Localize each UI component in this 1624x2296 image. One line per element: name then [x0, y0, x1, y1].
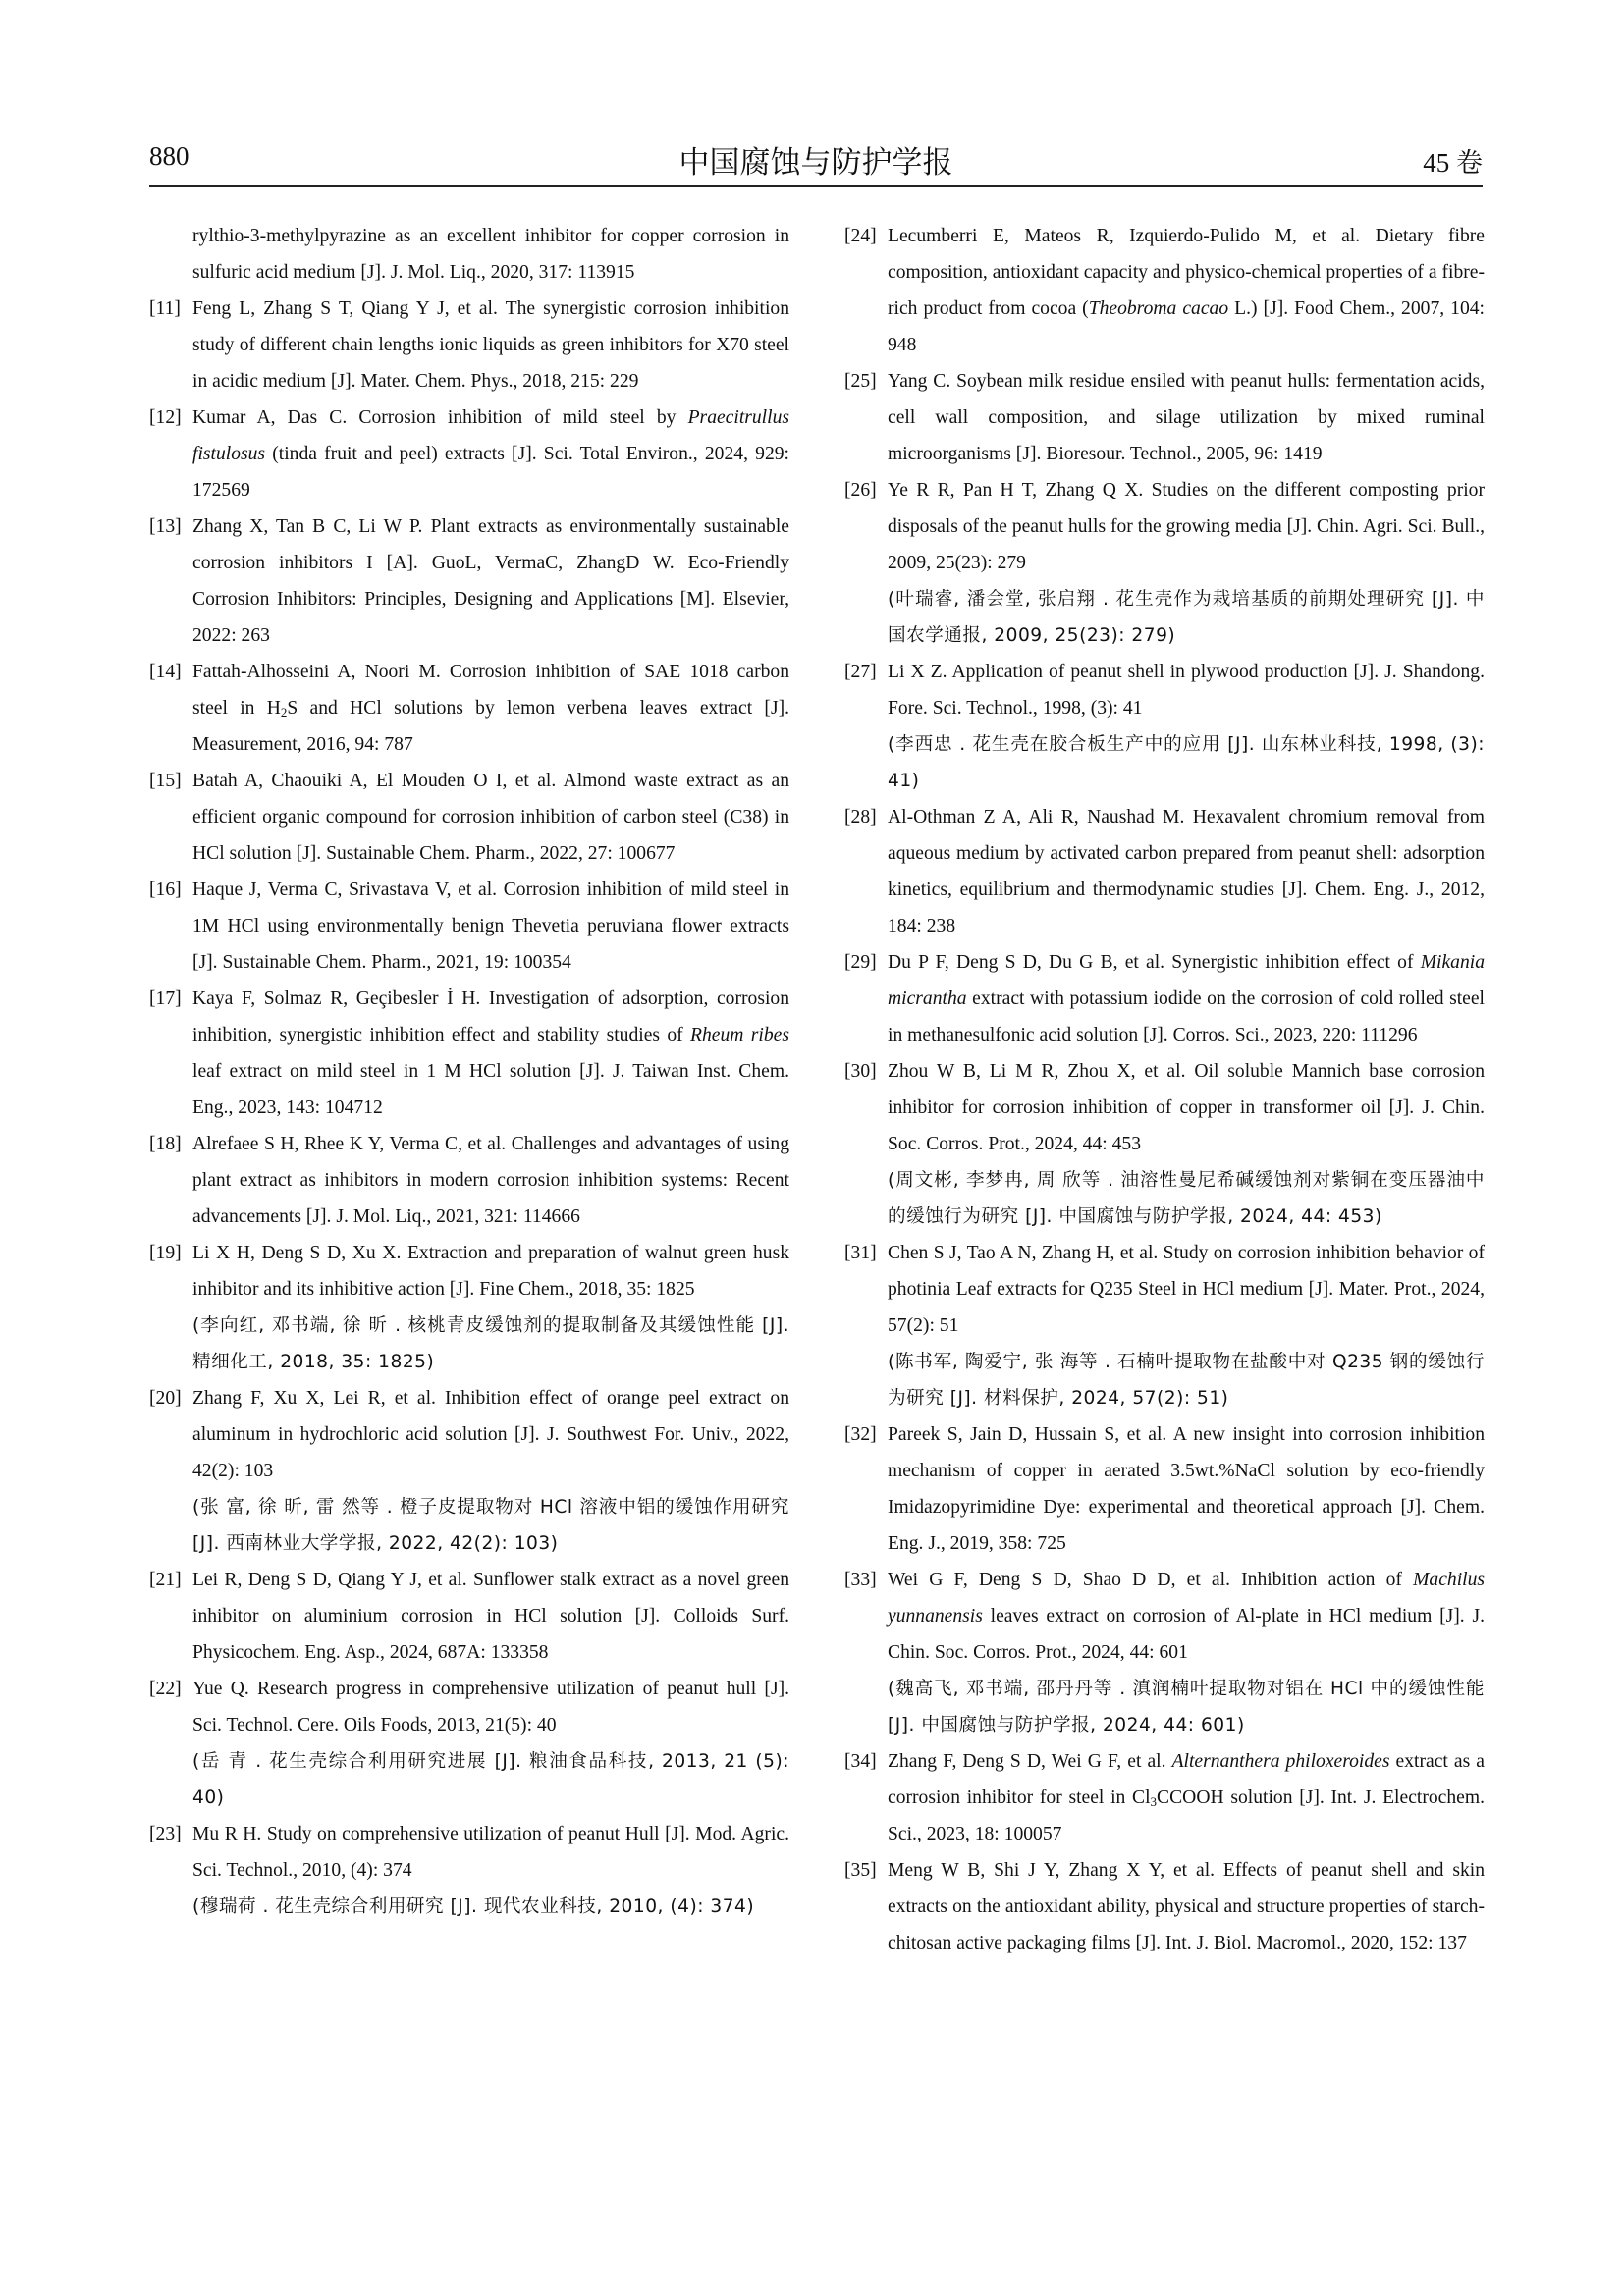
reference-item: [149, 1562, 789, 1671]
reference-number: [23]: [149, 1824, 182, 1844]
species-name: Theobroma cacao: [1088, 298, 1229, 319]
reference-number: [30]: [844, 1061, 877, 1082]
species-name: Machilus yunnanensis: [888, 1570, 1485, 1627]
species-name: Praecitrullus fistulosus: [192, 407, 789, 464]
reference-body: Alrefaee S H, Rhee K Y, Verma C, et al. Challenges and advantages of using plant extract as inhibitors in modern corrosion inhibition systems: Recent advancements [J]. J. Mol. Liq., 2021, 321: 114666: [192, 1134, 789, 1227]
reference-number: [34]: [844, 1751, 877, 1772]
references-column-right: [844, 218, 1485, 1961]
reference-number: [28]: [844, 807, 877, 828]
reference-body: Mu R H. Study on comprehensive utilization of peanut Hull [J]. Mod. Agric. Sci. Technol., 2010, (4): 374: [192, 1824, 789, 1881]
reference-item: [149, 1671, 789, 1816]
reference-number: [14]: [149, 662, 182, 682]
reference-number: [19]: [149, 1243, 182, 1263]
page-number: 880: [149, 141, 189, 171]
page-header: [149, 135, 1483, 185]
reference-item: [844, 1562, 1485, 1743]
reference-item: [149, 291, 789, 400]
reference-body: Feng L, Zhang S T, Qiang Y J, et al. The synergistic corrosion inhibition study of different chain lengths ionic liquids as green inhibitors for X70 steel in acidic medium [J]. Mater. Chem. Phys., 2018, 215: 229: [192, 298, 789, 392]
reference-item: [844, 654, 1485, 799]
references-column-left: [149, 218, 789, 1925]
reference-number: [24]: [844, 226, 877, 246]
reference-number: [15]: [149, 771, 182, 791]
reference-body: Yang C. Soybean milk residue ensiled with peanut hulls: fermentation acids, cell wall composition, and silage utilization by mixed ruminal microorganisms [J]. Bioresour. Technol., 2005, 96: 1419: [888, 371, 1485, 464]
reference-number: [25]: [844, 371, 877, 392]
reference-item: [844, 1053, 1485, 1235]
reference-chinese: (李向红, 邓书端, 徐 昕 . 核桃青皮缓蚀剂的提取制备及其缓蚀性能 [J]. 精细化工, 2018, 35: 1825): [192, 1315, 789, 1372]
reference-body: Yue Q. Research progress in comprehensive utilization of peanut hull [J]. Sci. Technol. Cere. Oils Foods, 2013, 21(5): 40: [192, 1679, 789, 1735]
reference-body: Haque J, Verma C, Srivastava V, et al. Corrosion inhibition of mild steel in 1M HCl using environmentally benign Thevetia peruviana flower extracts [J]. Sustainable Chem. Pharm., 2021, 19: 100354: [192, 880, 789, 973]
reference-body: Zhang F, Deng S D, Wei G F, et al. Alternanthera philoxeroides extract as a corrosion inhibitor for steel in $Cl_3CCOOH$ solution [J]. Int. J. Electrochem. Sci., 2023, 18: 100057: [888, 1751, 1485, 1844]
reference-body: Li X H, Deng S D, Xu X. Extraction and preparation of walnut green husk inhibitor and its inhibitive action [J]. Fine Chem., 2018, 35: 1825: [192, 1243, 789, 1300]
reference-chinese: (周文彬, 李梦冉, 周 欣等 . 油溶性曼尼希碱缓蚀剂对紫铜在变压器油中的缓蚀行为研究 [J]. 中国腐蚀与防护学报, 2024, 44: 453): [888, 1170, 1485, 1227]
reference-item: [149, 218, 789, 291]
reference-item: [844, 1235, 1485, 1416]
reference-chinese: (魏高飞, 邓书端, 邵丹丹等 . 滇润楠叶提取物对铝在 HCl 中的缓蚀性能 [J]. 中国腐蚀与防护学报, 2024, 44: 601): [888, 1679, 1485, 1735]
reference-chinese: (张 富, 徐 昕, 雷 然等 . 橙子皮提取物对 HCl 溶液中铝的缓蚀作用研究 [J]. 西南林业大学学报, 2022, 42(2): 103): [192, 1497, 789, 1554]
reference-item: [844, 799, 1485, 944]
reference-chinese: (岳 青 . 花生壳综合利用研究进展 [J]. 粮油食品科技, 2013, 21 (5): 40): [192, 1751, 789, 1808]
reference-number: [31]: [844, 1243, 877, 1263]
journal-title: 中国腐蚀与防护学报: [678, 145, 953, 181]
reference-body: Zhang X, Tan B C, Li W P. Plant extracts as environmentally sustainable corrosion inhibitors I [A]. GuoL, VermaC, ZhangD W. Eco-Friendly Corrosion Inhibitors: Principles, Designing and Applications [M]. Elsevier, 2022: 263: [192, 516, 789, 646]
reference-number: [21]: [149, 1570, 182, 1590]
reference-body: rylthio-3-methylpyrazine as an excellent inhibitor for copper corrosion in sulfuric acid medium [J]. J. Mol. Liq., 2020, 317: 113915: [192, 226, 789, 283]
reference-item: [844, 1852, 1485, 1961]
reference-number: [12]: [149, 407, 182, 428]
reference-body: Chen S J, Tao A N, Zhang H, et al. Study on corrosion inhibition behavior of photinia Leaf extracts for Q235 Steel in HCl medium [J]. Mater. Prot., 2024, 57(2): 51: [888, 1243, 1485, 1336]
reference-body: Li X Z. Application of peanut shell in plywood production [J]. J. Shandong. Fore. Sci. Technol., 1998, (3): 41: [888, 662, 1485, 719]
reference-chinese: (穆瑞荷 . 花生壳综合利用研究 [J]. 现代农业科技, 2010, (4): 374): [192, 1896, 755, 1917]
reference-item: [149, 1380, 789, 1562]
reference-number: [16]: [149, 880, 182, 900]
reference-body: Batah A, Chaouiki A, El Mouden O I, et al. Almond waste extract as an efficient organic compound for corrosion inhibition of carbon steel (C38) in HCl solution [J]. Sustainable Chem. Pharm., 2022, 27: 100677: [192, 771, 789, 864]
reference-item: [844, 944, 1485, 1053]
reference-body: Fattah-Alhosseini A, Noori M. Corrosion inhibition of SAE 1018 carbon steel in $H_2S$ and HCl solutions by lemon verbena leaves extract [J]. Measurement, 2016, 94: 787: [192, 662, 789, 755]
reference-body: Ye R R, Pan H T, Zhang Q X. Studies on the different composting prior disposals of the peanut hulls for the growing media [J]. Chin. Agri. Sci. Bull., 2009, 25(23): 279: [888, 480, 1485, 573]
reference-chinese: (陈书军, 陶爱宁, 张 海等 . 石楠叶提取物在盐酸中对 Q235 钢的缓蚀行为研究 [J]. 材料保护, 2024, 57(2): 51): [888, 1352, 1485, 1409]
reference-body: Wei G F, Deng S D, Shao D D, et al. Inhibition action of Machilus yunnanensis leaves extract on corrosion of Al-plate in HCl medium [J]. J. Chin. Soc. Corros. Prot., 2024, 44: 601: [888, 1570, 1485, 1663]
reference-body: Kumar A, Das C. Corrosion inhibition of mild steel by Praecitrullus fistulosus (tinda fruit and peel) extracts [J]. Sci. Total Environ., 2024, 929: 172569: [192, 407, 789, 501]
reference-item: [149, 508, 789, 654]
reference-number: [35]: [844, 1860, 877, 1881]
reference-body: Meng W B, Shi J Y, Zhang X Y, et al. Effects of peanut shell and skin extracts on the antioxidant ability, physical and structure properties of starch-chitosan active packaging films [J]. Int. J. Biol. Macromol., 2020, 152: 137: [888, 1860, 1485, 1953]
reference-number: [17]: [149, 988, 182, 1009]
species-name: Mikania micrantha: [888, 952, 1485, 1009]
reference-body: Lecumberri E, Mateos R, Izquierdo-Pulido M, et al. Dietary fibre composition, antioxidant capacity and physico-chemical properties of a fibre-rich product from cocoa (Theobroma cacao L.) [J]. Food Chem., 2007, 104: 948: [888, 226, 1485, 355]
reference-item: [149, 1816, 789, 1925]
reference-item: [844, 218, 1485, 363]
reference-number: [13]: [149, 516, 182, 537]
reference-item: [149, 654, 789, 763]
reference-chinese: (李西忠 . 花生壳在胶合板生产中的应用 [J]. 山东林业科技, 1998, (3): 41): [888, 734, 1485, 791]
reference-item: [149, 400, 789, 508]
reference-item: [149, 872, 789, 981]
reference-number: [32]: [844, 1424, 877, 1445]
reference-body: Kaya F, Solmaz R, Geçibesler İ H. Investigation of adsorption, corrosion inhibition, synergistic inhibition effect and stability studies of Rheum ribes leaf extract on mild steel in 1 M HCl solution [J]. J. Taiwan Inst. Chem. Eng., 2023, 143: 104712: [192, 988, 789, 1118]
reference-body: Pareek S, Jain D, Hussain S, et al. A new insight into corrosion inhibition mechanism of copper in aerated 3.5wt.%NaCl solution by eco-friendly Imidazopyrimidine Dye: experimental and theoretical approach [J]. Chem. Eng. J., 2019, 358: 725: [888, 1424, 1485, 1554]
reference-number: [22]: [149, 1679, 182, 1699]
reference-number: [29]: [844, 952, 877, 973]
reference-number: [27]: [844, 662, 877, 682]
reference-item: [844, 1743, 1485, 1852]
species-name: Rheum ribes: [690, 1025, 789, 1045]
species-name: Alternanthera philoxeroides: [1171, 1751, 1390, 1772]
reference-body: Al-Othman Z A, Ali R, Naushad M. Hexavalent chromium removal from aqueous medium by activated carbon prepared from peanut shell: adsorption kinetics, equilibrium and thermodynamic studies [J]. Chem. Eng. J., 2012, 184: 238: [888, 807, 1485, 936]
reference-item: [149, 1126, 789, 1235]
reference-number: [26]: [844, 480, 877, 501]
reference-number: [20]: [149, 1388, 182, 1409]
reference-number: [11]: [149, 298, 181, 319]
reference-number: [18]: [149, 1134, 182, 1154]
reference-item: [844, 363, 1485, 472]
reference-item: [844, 1416, 1485, 1562]
reference-chinese: (叶瑞睿, 潘会堂, 张启翔 . 花生壳作为栽培基质的前期处理研究 [J]. 中国农学通报, 2009, 25(23): 279): [888, 589, 1485, 646]
volume-label: 45 卷: [1423, 148, 1483, 178]
reference-body: Lei R, Deng S D, Qiang Y J, et al. Sunflower stalk extract as a novel green inhibitor on aluminium corrosion in HCl solution [J]. Colloids Surf. Physicochem. Eng. Asp., 2024, 687A: 133358: [192, 1570, 789, 1663]
reference-body: Zhou W B, Li M R, Zhou X, et al. Oil soluble Mannich base corrosion inhibitor for corrosion inhibition of copper in transformer oil [J]. J. Chin. Soc. Corros. Prot., 2024, 44: 453: [888, 1061, 1485, 1154]
reference-number: [33]: [844, 1570, 877, 1590]
reference-item: [844, 472, 1485, 654]
reference-item: [149, 1235, 789, 1380]
header-rule: [149, 185, 1483, 187]
reference-item: [149, 981, 789, 1126]
reference-body: Du P F, Deng S D, Du G B, et al. Synergistic inhibition effect of Mikania micrantha extract with potassium iodide on the corrosion of cold rolled steel in methanesulfonic acid solution [J]. Corros. Sci., 2023, 220: 111296: [888, 952, 1485, 1045]
reference-item: [149, 763, 789, 872]
reference-body: Zhang F, Xu X, Lei R, et al. Inhibition effect of orange peel extract on aluminum in hydrochloric acid solution [J]. J. Southwest For. Univ., 2022, 42(2): 103: [192, 1388, 789, 1481]
